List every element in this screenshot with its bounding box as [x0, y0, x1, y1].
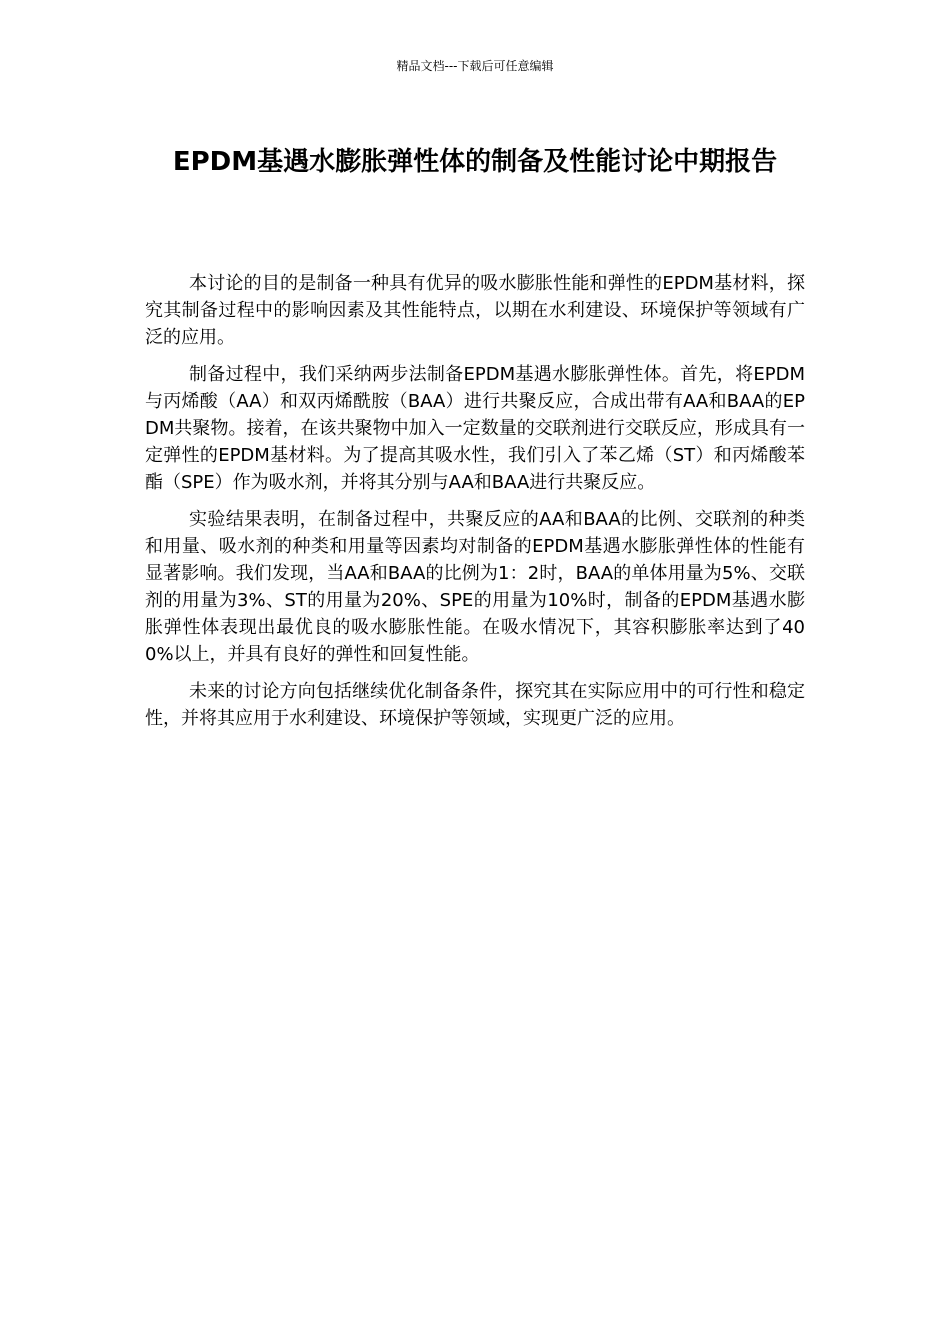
document-title: EPDM基遇水膨胀弹性体的制备及性能讨论中期报告 — [172, 147, 778, 177]
paragraph-future-work: 未来的讨论方向包括继续优化制备条件，探究其在实际应用中的可行性和稳定性，并将其应用于水利建设、环境保护等领域，实现更广泛的应用。 — [145, 681, 805, 729]
paragraph-preparation: 制备过程中，我们采纳两步法制备EPDM基遇水膨胀弹性体。首先，将EPDM与丙烯酸（AA）和双丙烯酰胺（BAA）进行共聚反应，合成出带有AA和BAA的EPDM共聚物。接着，在该共聚物中加入一定数量的交联剂进行交联反应，形成具有一定弹性的EPDM基材料。为了提高其吸水性，我们引入了苯乙烯（ST）和丙烯酸苯酯（SPE）作为吸水剂，并将其分别与AA和BAA进行共聚反应。 — [145, 364, 805, 493]
paragraph-results: 实验结果表明，在制备过程中，共聚反应的AA和BAA的比例、交联剂的种类和用量、吸水剂的种类和用量等因素均对制备的EPDM基遇水膨胀弹性体的性能有显著影响。我们发现，当AA和BAA的比例为1：2时，BAA的单体用量为5%、交联剂的用量为3%、ST的用量为20%、SPE的用量为10%时，制备的EPDM基遇水膨胀弹性体表现出最优良的吸水膨胀性能。在吸水情况下，其容积膨胀率达到了400%以上，并具有良好的弹性和回复性能。 — [145, 509, 805, 665]
header-note: 精品文档---下载后可任意编辑 — [396, 59, 554, 73]
paragraph-purpose: 本讨论的目的是制备一种具有优异的吸水膨胀性能和弹性的EPDM基材料，探究其制备过程中的影响因素及其性能特点，以期在水利建设、环境保护等领域有广泛的应用。 — [145, 273, 805, 348]
document-body — [145, 270, 805, 742]
